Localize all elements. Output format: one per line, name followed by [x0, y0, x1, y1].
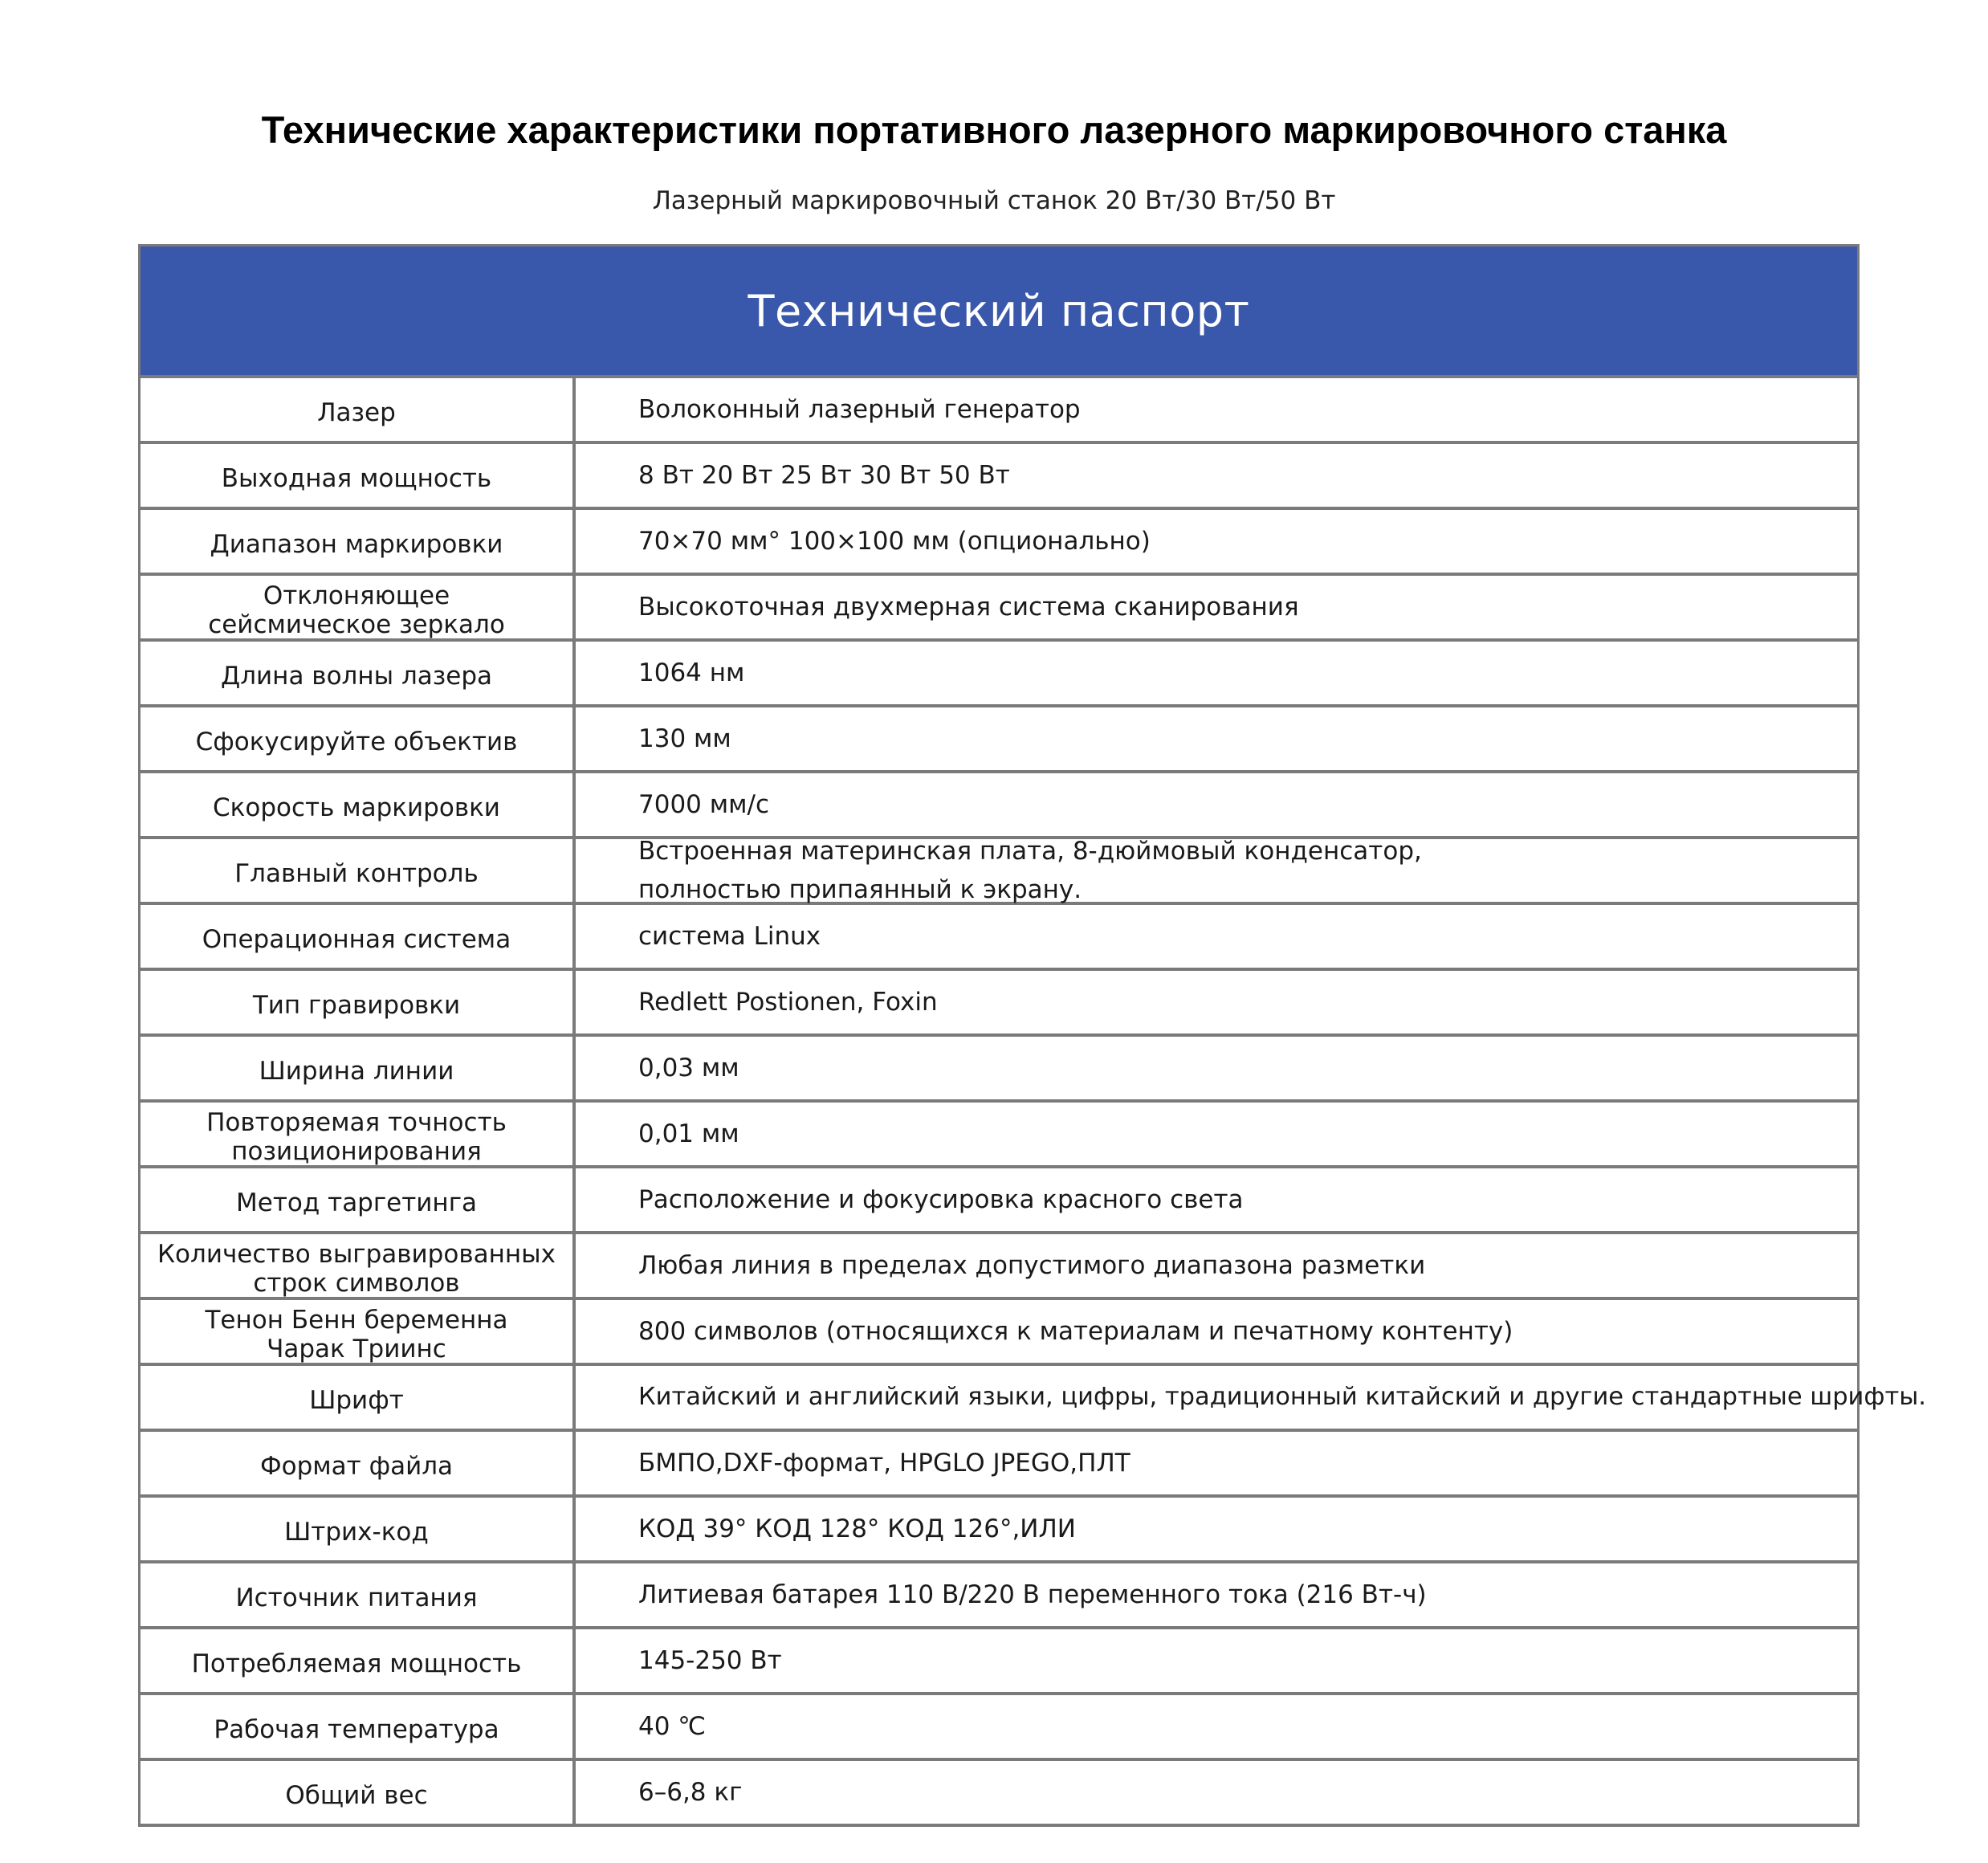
spec-label: Метод таргетинга	[141, 1168, 576, 1231]
table-row	[141, 971, 1857, 1037]
spec-label: Отклоняющее сейсмическое зеркало	[141, 576, 576, 638]
spec-label: Сфокусируйте объектив	[141, 707, 576, 770]
spec-value: БМПО,DXF-формат, HPGLO JPEGO,ПЛТ	[638, 1449, 1130, 1478]
spec-label: Лазер	[141, 378, 576, 441]
table-row	[141, 1234, 1857, 1300]
spec-value: 0,03 мм	[638, 1054, 739, 1082]
table-row	[141, 1168, 1857, 1234]
spec-value: 0,01 мм	[638, 1119, 739, 1148]
table-row	[141, 1300, 1857, 1366]
table-row	[141, 839, 1857, 905]
table-row	[141, 1366, 1926, 1432]
spec-label: Главный контроль	[141, 839, 576, 902]
spec-label: Ширина линии	[141, 1037, 576, 1099]
spec-table	[141, 378, 1926, 1827]
spec-value: Высокоточная двухмерная система сканирования	[638, 593, 1299, 622]
spec-label: Длина волны лазера	[141, 642, 576, 704]
spec-label: Потребляемая мощность	[141, 1629, 576, 1692]
spec-value: 1064 нм	[638, 658, 745, 687]
spec-label: Штрих-код	[141, 1498, 576, 1560]
spec-value: 145-250 Вт	[638, 1646, 782, 1675]
spec-label: Выходная мощность	[141, 444, 576, 507]
table-row	[141, 1037, 1857, 1103]
spec-value: 130 мм	[638, 724, 731, 753]
table-row	[141, 1432, 1857, 1498]
table-row	[141, 510, 1857, 576]
spec-label: Повторяемая точность позиционирования	[141, 1103, 576, 1165]
spec-value: Расположение и фокусировка красного света	[638, 1185, 1244, 1214]
table-row	[141, 1563, 1857, 1629]
table-row	[141, 773, 1857, 839]
spec-label: Тенон Бенн беременна Чарак Триинс	[141, 1300, 576, 1363]
spec-label: Тип гравировки	[141, 971, 576, 1033]
table-row	[141, 1695, 1857, 1761]
table-row	[141, 905, 1857, 971]
spec-label: Общий вес	[141, 1761, 576, 1824]
table-row	[141, 707, 1857, 773]
spec-value: 70×70 мм° 100×100 мм (опционально)	[638, 527, 1151, 556]
spec-label: Диапазон маркировки	[141, 510, 576, 573]
spec-value: 8 Вт 20 Вт 25 Вт 30 Вт 50 Вт	[638, 461, 1010, 490]
spec-value: 40 ℃	[638, 1712, 707, 1741]
spec-banner	[141, 247, 1857, 378]
spec-label: Шрифт	[141, 1366, 576, 1429]
spec-label: Количество выгравированных строк символов	[141, 1234, 576, 1297]
table-row	[141, 1629, 1857, 1695]
spec-value: система Linux	[638, 922, 821, 951]
table-row	[141, 1761, 1857, 1827]
spec-label: Формат файла	[141, 1432, 576, 1494]
spec-label: Источник питания	[141, 1563, 576, 1626]
page-subtitle: Лазерный маркировочный станок 20 Вт/30 Вт/50 Вт	[652, 186, 1336, 215]
spec-value: Волоконный лазерный генератор	[638, 395, 1081, 424]
spec-value: Redlett Postionen, Foxin	[638, 988, 938, 1017]
table-row	[141, 444, 1857, 510]
spec-value: 800 символов (относящихся к материалам и печатному контенту)	[638, 1317, 1513, 1346]
spec-value: 7000 мм/с	[638, 790, 770, 819]
spec-value: Любая линия в пределах допустимого диапазона разметки	[638, 1251, 1426, 1280]
spec-sheet	[138, 244, 1926, 1827]
table-row	[141, 576, 1857, 642]
page-title: Технические характеристики портативного лазерного маркировочного станка	[261, 108, 1727, 151]
spec-value: Китайский и английский языки, цифры, традиционный китайский и другие стандартные шрифты.	[638, 1383, 1926, 1411]
table-row	[141, 1103, 1857, 1168]
spec-label: Рабочая температура	[141, 1695, 576, 1758]
spec-value: КОД 39° КОД 128° КОД 126°,ИЛИ	[638, 1514, 1076, 1543]
spec-value: Литиевая батарея 110 В/220 В переменного тока (216 Вт-ч)	[638, 1580, 1427, 1609]
banner-title: Технический паспорт	[748, 285, 1250, 336]
table-row	[141, 642, 1857, 707]
spec-label: Операционная система	[141, 905, 576, 968]
spec-value: Встроенная материнская плата, 8-дюймовый конденсатор, полностью припаянный к экрану.	[638, 837, 1422, 904]
spec-value: 6–6,8 кг	[638, 1778, 743, 1807]
spec-label: Скорость маркировки	[141, 773, 576, 836]
table-row	[141, 378, 1857, 444]
table-row	[141, 1498, 1857, 1563]
